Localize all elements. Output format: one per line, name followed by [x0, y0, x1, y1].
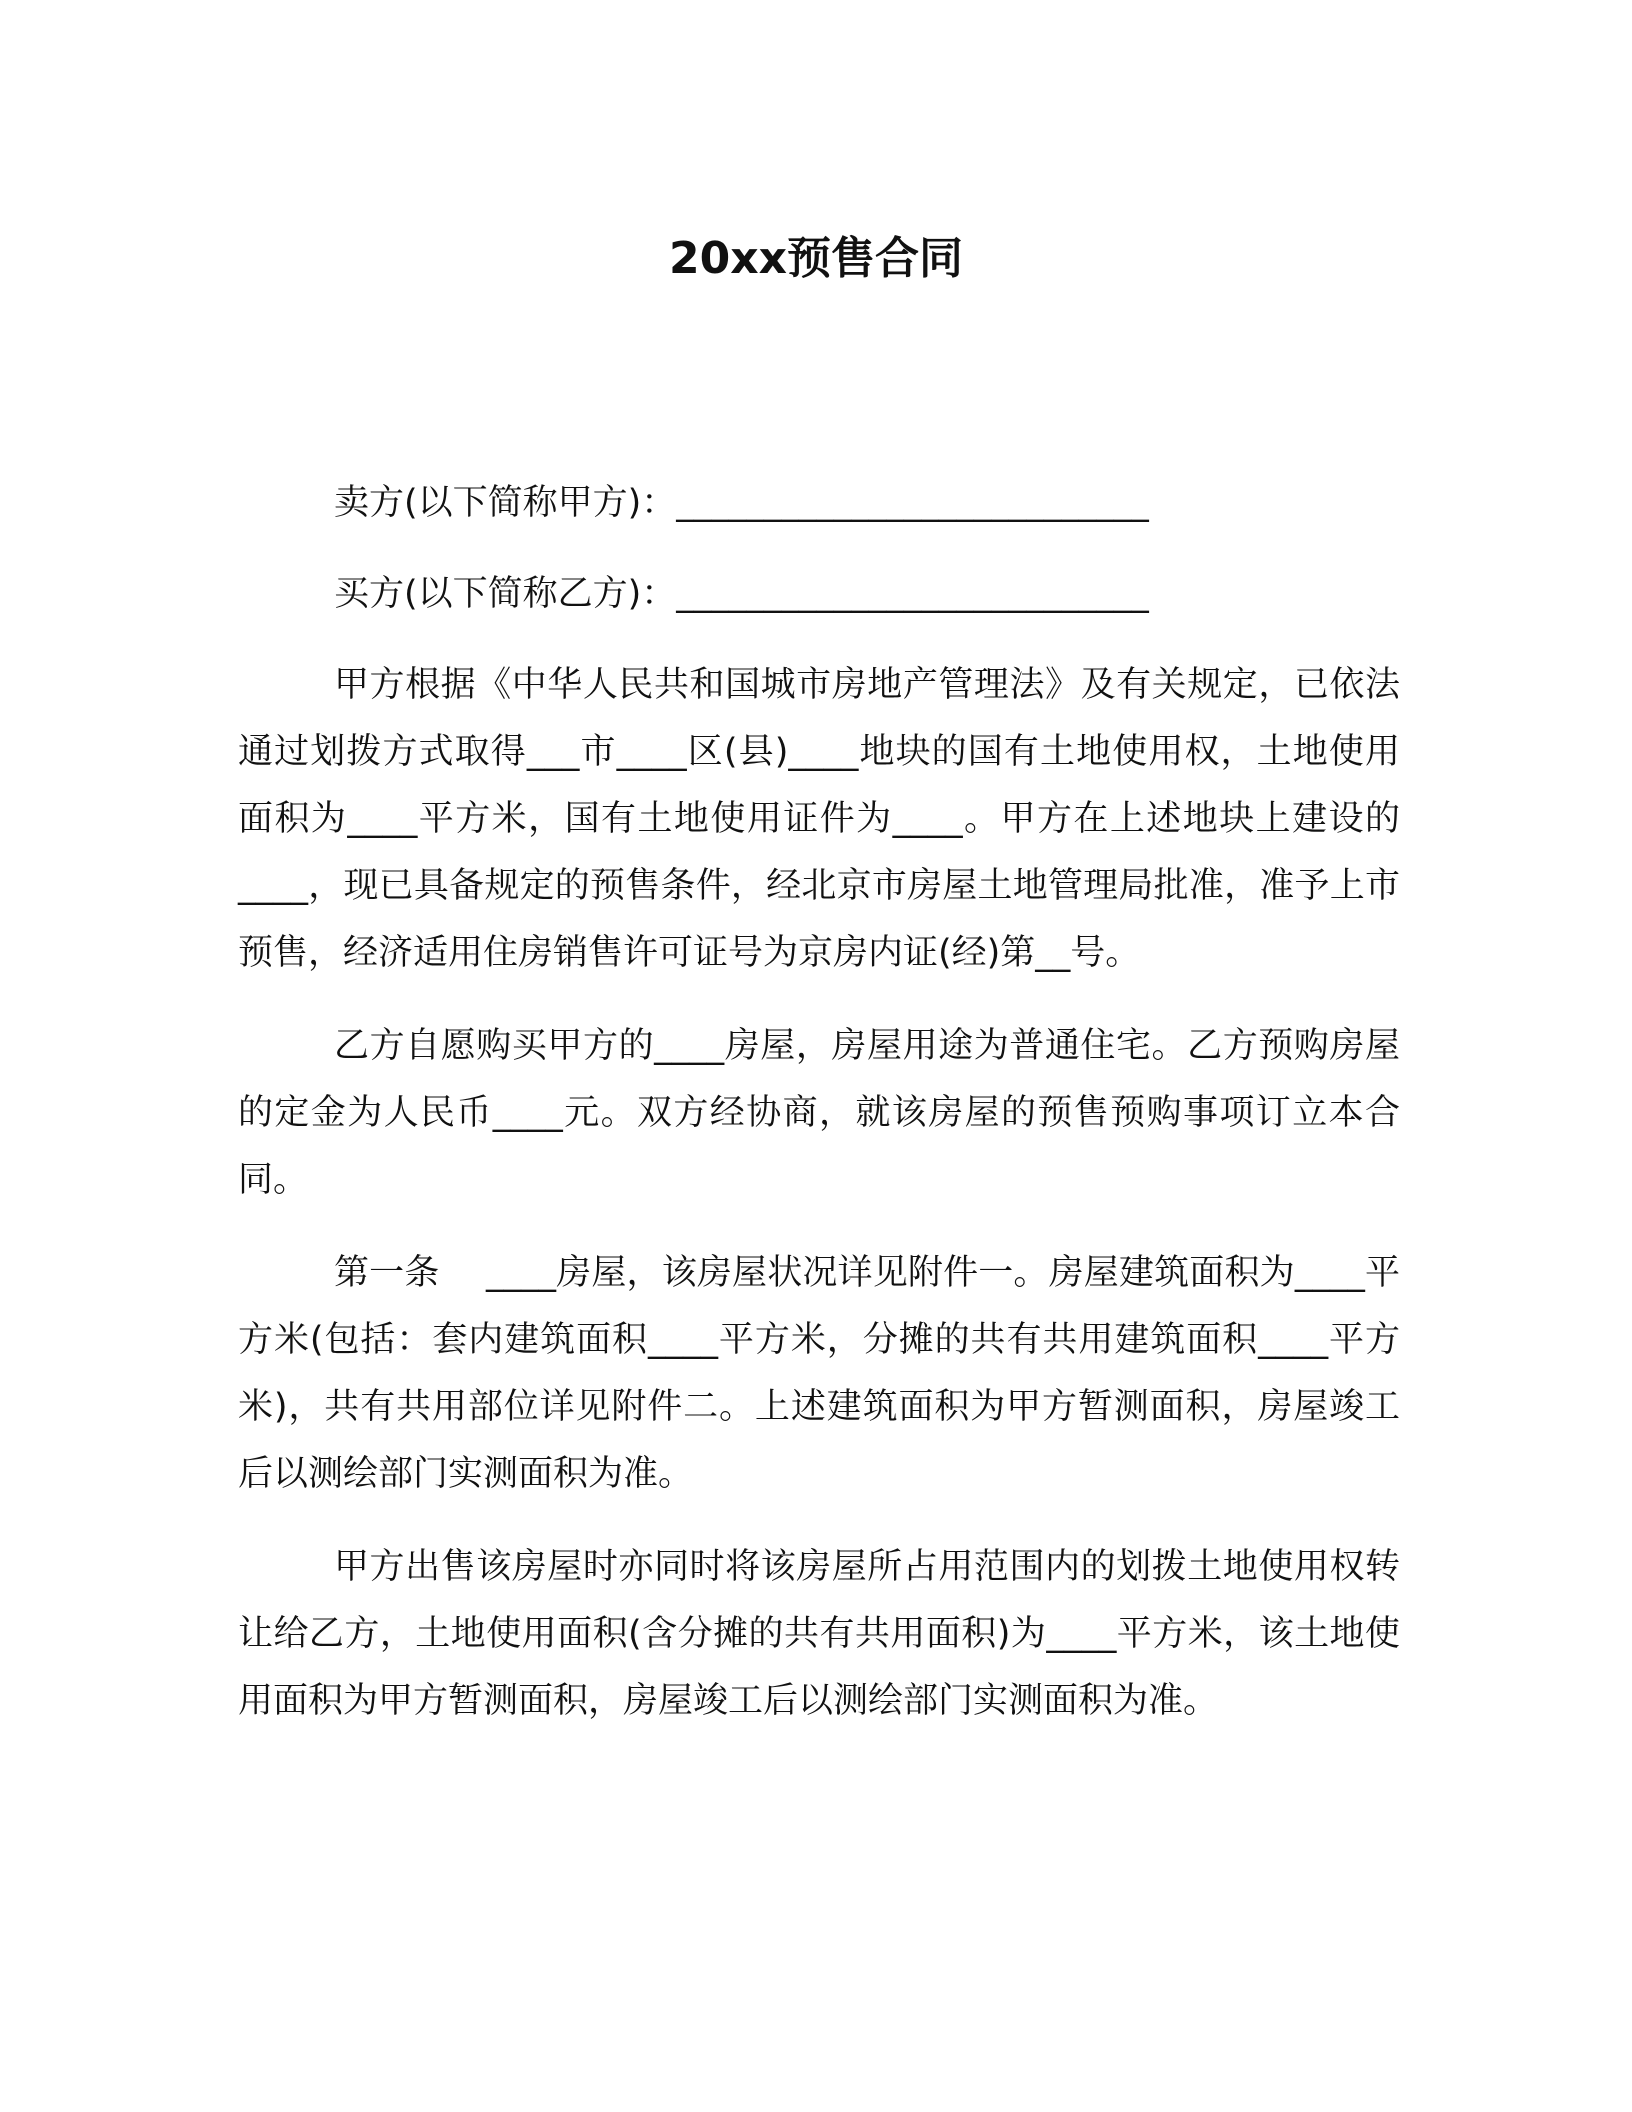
paragraph-land-rights: 甲方根据《中华人民共和国城市房地产管理法》及有关规定，已依法通过划拨方式取得___市____区(县)____地块的国有土地使用权，土地使用面积为____平方米，国有土地使用证件为____。甲方在上述地块上建设的____，现已具备规定的预售条件，经北京市房屋土地管理局批准，准予上市预售，经济适用住房销售许可证号为京房内证(经)第__号。	[238, 665, 1400, 973]
paragraph-article-one: 第一条 ____房屋，该房屋状况详见附件一。房屋建筑面积为____平方米(包括：套内建筑面积____平方米，分摊的共有共用建筑面积____平方米)，共有共用部位详见附件二。上述建筑面积为甲方暂测面积，房屋竣工后以测绘部门实测面积为准。	[238, 1253, 1400, 1494]
seller-line: 卖方(以下简称甲方)：___________________________	[334, 483, 1149, 523]
document-title: 20xx预售合同	[669, 233, 963, 284]
paragraph-land-transfer: 甲方出售该房屋时亦同时将该房屋所占用范围内的划拨土地使用权转让给乙方，土地使用面积(含分摊的共有共用面积)为____平方米，该土地使用面积为甲方暂测面积，房屋竣工后以测绘部门实测面积为准。	[238, 1547, 1400, 1721]
paragraph-purchase-intent: 乙方自愿购买甲方的____房屋，房屋用途为普通住宅。乙方预购房屋的定金为人民币____元。双方经协商，就该房屋的预售预购事项订立本合同。	[238, 1026, 1400, 1200]
buyer-line: 买方(以下简称乙方)：___________________________	[334, 574, 1149, 614]
document-body	[238, 470, 1400, 1761]
